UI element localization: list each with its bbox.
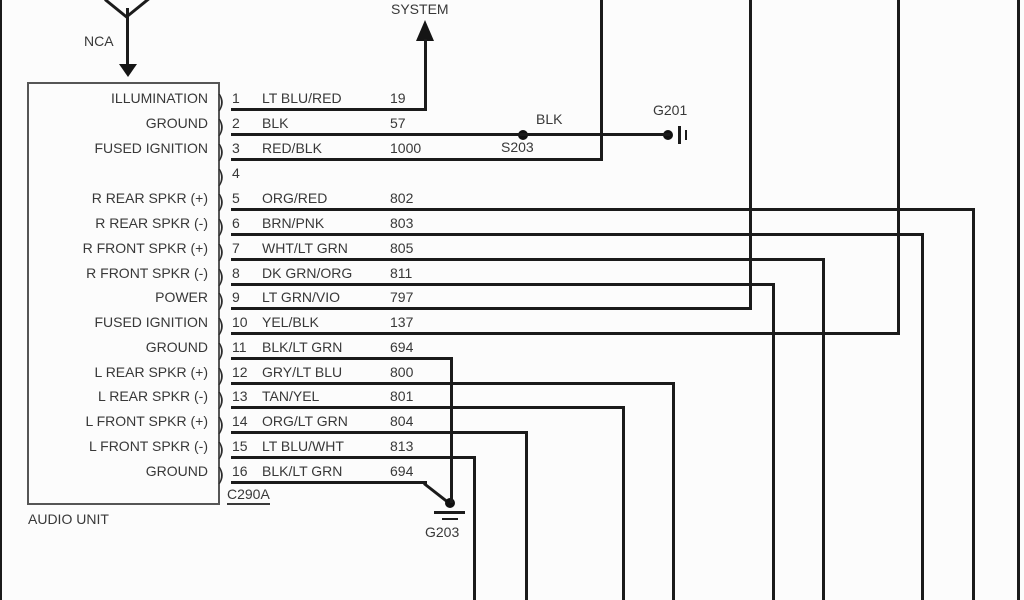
pin-12-number: 12 xyxy=(232,364,248,380)
system-label: SYSTEM xyxy=(391,1,449,17)
pin-13-terminal-icon: ) xyxy=(217,389,225,411)
pin-11-wire-color: BLK/LT GRN xyxy=(262,339,343,355)
pin-10-wire-line xyxy=(231,332,900,335)
pin-11-circuit-number: 694 xyxy=(390,339,414,355)
pin-14-wire-line xyxy=(231,431,528,434)
pin-8-function-label: R FRONT SPKR (-) xyxy=(86,265,208,281)
pin-2-circuit-number: 57 xyxy=(390,115,406,131)
pin-1-wire-color: LT BLU/RED xyxy=(262,90,342,106)
pin-5-terminal-icon: ) xyxy=(217,191,225,213)
pin-11-function-label: GROUND xyxy=(145,339,208,355)
pin-15-circuit-number: 813 xyxy=(390,438,414,454)
antenna-arrow-down-icon xyxy=(119,64,137,77)
ground-g203-icon xyxy=(442,518,458,520)
splice-wire-color-label: BLK xyxy=(536,111,563,127)
pin-6-terminal-icon: ) xyxy=(217,216,225,238)
pin-9-number: 9 xyxy=(232,289,240,305)
pin-15-wire-line xyxy=(231,456,476,459)
antenna-icon xyxy=(104,0,128,19)
pin-14-function-label: L FRONT SPKR (+) xyxy=(85,413,208,429)
pin-3-wire-line xyxy=(231,158,603,161)
pin-8-wire-drop xyxy=(772,283,775,600)
pin-15-number: 15 xyxy=(232,438,248,454)
pin-12-terminal-icon: ) xyxy=(217,365,225,387)
pin-11-wire-line xyxy=(231,357,453,360)
pin-9-terminal-icon: ) xyxy=(217,290,225,312)
pin-10-wire-color: YEL/BLK xyxy=(262,314,319,330)
pin-11-terminal-icon: ) xyxy=(217,340,225,362)
pin-10-number: 10 xyxy=(232,314,248,330)
pin-9-circuit-number: 797 xyxy=(390,289,414,305)
pin-7-wire-drop xyxy=(822,258,825,600)
pin-15-wire-color: LT BLU/WHT xyxy=(262,438,344,454)
pin-1-circuit-number: 19 xyxy=(390,90,406,106)
pin-11-number: 11 xyxy=(232,339,247,355)
ground-g201-icon xyxy=(678,126,681,144)
pin-14-number: 14 xyxy=(232,413,248,429)
pin-6-function-label: R REAR SPKR (-) xyxy=(95,215,208,231)
system-arrow-up-icon xyxy=(416,20,434,41)
pin-3-circuit-number: 1000 xyxy=(390,140,422,156)
ground-g203-icon xyxy=(434,511,465,514)
pin-13-function-label: L REAR SPKR (-) xyxy=(98,388,208,404)
pin-8-circuit-number: 811 xyxy=(390,265,413,281)
pin-5-wire-drop xyxy=(972,208,975,600)
audio-unit-label: AUDIO UNIT xyxy=(28,511,109,527)
pin-15-terminal-icon: ) xyxy=(217,439,225,461)
pin-16-number: 16 xyxy=(232,463,248,479)
pin-11-wire-drop xyxy=(450,357,453,503)
pin-5-circuit-number: 802 xyxy=(390,190,414,206)
pin-5-number: 5 xyxy=(232,190,240,206)
pin-12-circuit-number: 800 xyxy=(390,364,414,380)
pin-14-terminal-icon: ) xyxy=(217,414,225,436)
pin-6-wire-color: BRN/PNK xyxy=(262,215,325,231)
antenna-icon xyxy=(126,0,150,18)
pin-16-wire-color: BLK/LT GRN xyxy=(262,463,343,479)
pin-7-circuit-number: 805 xyxy=(390,240,414,256)
pin-13-wire-drop xyxy=(622,406,625,600)
pin-16-function-label: GROUND xyxy=(145,463,208,479)
pin-2-wire-line xyxy=(231,133,670,136)
pin-12-wire-drop xyxy=(672,382,675,600)
pin-7-wire-color: WHT/LT GRN xyxy=(262,240,348,256)
pin-10-terminal-icon: ) xyxy=(217,315,225,337)
pin-6-circuit-number: 803 xyxy=(390,215,414,231)
pin-8-terminal-icon: ) xyxy=(217,266,225,288)
pin-1-terminal-icon: ) xyxy=(217,91,225,113)
pin-13-wire-line xyxy=(231,406,625,409)
pin-16-terminal-icon: ) xyxy=(217,464,225,486)
pin-13-number: 13 xyxy=(232,388,248,404)
pin-3-function-label: FUSED IGNITION xyxy=(94,140,208,156)
pin-9-wire-riser xyxy=(749,0,752,310)
pin-6-number: 6 xyxy=(232,215,240,231)
pin-10-circuit-number: 137 xyxy=(390,314,414,330)
pin-2-function-label: GROUND xyxy=(145,115,208,131)
pin-1-function-label: ILLUMINATION xyxy=(111,90,208,106)
pin-2-wire-color: BLK xyxy=(262,115,289,131)
pin-8-number: 8 xyxy=(232,265,240,281)
pin-9-function-label: POWER xyxy=(155,289,208,305)
pin-13-circuit-number: 801 xyxy=(390,388,414,404)
pin-3-wire-color: RED/BLK xyxy=(262,140,322,156)
pin-15-function-label: L FRONT SPKR (-) xyxy=(88,438,208,454)
pin-9-wire-line xyxy=(231,307,752,310)
pin-8-wire-line xyxy=(231,283,775,286)
pin-6-wire-drop xyxy=(921,233,924,600)
pin-7-function-label: R FRONT SPKR (+) xyxy=(82,240,208,256)
pin-14-wire-drop xyxy=(525,431,528,600)
pin-14-circuit-number: 804 xyxy=(390,413,414,429)
pin-3-terminal-icon: ) xyxy=(217,141,225,163)
pin-16-circuit-number: 694 xyxy=(390,463,414,479)
right-border-rule xyxy=(1017,0,1020,600)
pin-1-wire-line xyxy=(231,108,427,111)
pin-3-wire-riser xyxy=(600,0,603,161)
ground-g201-icon xyxy=(685,130,687,140)
pin-5-function-label: R REAR SPKR (+) xyxy=(91,190,208,206)
antenna-label: NCA xyxy=(84,33,114,49)
pin-2-number: 2 xyxy=(232,115,240,131)
pin-8-wire-color: DK GRN/ORG xyxy=(262,265,353,281)
splice-s203-label: S203 xyxy=(501,139,534,155)
pin-13-wire-color: TAN/YEL xyxy=(262,388,320,404)
pin-10-function-label: FUSED IGNITION xyxy=(94,314,208,330)
pin-7-terminal-icon: ) xyxy=(217,241,225,263)
pin-12-wire-color: GRY/LT BLU xyxy=(262,364,343,380)
connector-label-text: C290A xyxy=(227,486,270,505)
pin-12-wire-line xyxy=(231,382,675,385)
pin-4-number: 4 xyxy=(232,165,240,181)
ground-g201-label: G201 xyxy=(653,102,688,118)
pin-12-function-label: L REAR SPKR (+) xyxy=(94,364,208,380)
pin-5-wire-line xyxy=(231,208,975,211)
pin-16-wire-line xyxy=(231,481,427,484)
pin-4-terminal-icon: ) xyxy=(217,166,225,188)
pin-10-wire-riser xyxy=(897,0,900,335)
connector-label xyxy=(227,486,270,502)
ground-g203-label: G203 xyxy=(425,524,460,540)
pin-2-terminal-icon: ) xyxy=(217,116,225,138)
pin-6-wire-line xyxy=(231,233,924,236)
pin-9-wire-color: LT GRN/VIO xyxy=(262,289,341,305)
antenna-lead-line xyxy=(126,8,129,66)
pin-7-number: 7 xyxy=(232,240,240,256)
left-border-rule xyxy=(0,0,2,600)
pin-14-wire-color: ORG/LT GRN xyxy=(262,413,348,429)
pin-7-wire-line xyxy=(231,258,825,261)
pin-3-number: 3 xyxy=(232,140,240,156)
pin-15-wire-drop xyxy=(473,456,476,600)
pin-1-wire-riser xyxy=(424,39,427,111)
pin-1-number: 1 xyxy=(232,90,240,106)
pin-5-wire-color: ORG/RED xyxy=(262,190,328,206)
